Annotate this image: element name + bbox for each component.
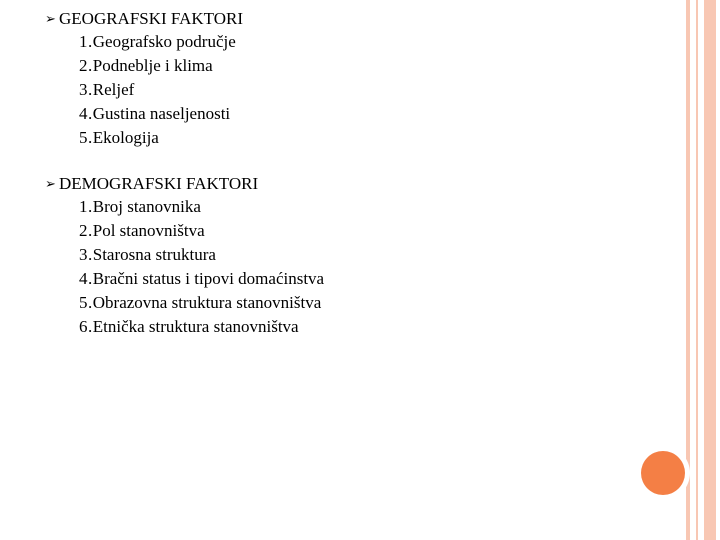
- item-text: Obrazovna struktura stanovništva: [92, 293, 322, 312]
- section-geografski: [45, 7, 665, 150]
- item-number: 4.: [79, 269, 93, 288]
- list-item: [45, 243, 665, 267]
- slide-content: [45, 7, 665, 339]
- list-item: [45, 126, 665, 150]
- list-item: [45, 195, 665, 219]
- item-text: Bračni status i tipovi domaćinstva: [92, 269, 325, 288]
- item-number: 2.: [79, 56, 93, 75]
- item-number: 2.: [79, 221, 93, 240]
- item-text: Starosna struktura: [92, 245, 216, 264]
- decorative-circle-icon: [641, 451, 685, 495]
- item-number: 3.: [79, 80, 93, 99]
- item-text: Pol stanovništva: [92, 221, 205, 240]
- list-item: [45, 219, 665, 243]
- decorative-stripe: [696, 0, 698, 540]
- list-item: [45, 78, 665, 102]
- arrow-bullet-icon: ➢: [45, 176, 56, 191]
- list-item: [45, 54, 665, 78]
- item-text: Geografsko područje: [92, 32, 236, 51]
- item-text: Gustina naseljenosti: [92, 104, 231, 123]
- list-item: [45, 291, 665, 315]
- item-number: 5.: [79, 128, 93, 147]
- section-title: GEOGRAFSKI FAKTORI: [59, 9, 244, 28]
- item-text: Etnička struktura stanovništva: [92, 317, 299, 336]
- section-heading: [45, 7, 665, 30]
- list-item: [45, 30, 665, 54]
- section-demografski: [45, 172, 665, 339]
- item-text: Ekologija: [92, 128, 159, 147]
- item-number: 6.: [79, 317, 93, 336]
- section-title: DEMOGRAFSKI FAKTORI: [59, 174, 259, 193]
- item-number: 4.: [79, 104, 93, 123]
- item-text: Reljef: [92, 80, 135, 99]
- section-heading: [45, 172, 665, 195]
- list-item: [45, 102, 665, 126]
- item-text: Podneblje i klima: [92, 56, 213, 75]
- item-text: Broj stanovnika: [92, 197, 201, 216]
- item-number: 1.: [79, 32, 93, 51]
- item-number: 5.: [79, 293, 93, 312]
- item-number: 3.: [79, 245, 93, 264]
- item-number: 1.: [79, 197, 93, 216]
- decorative-stripe: [704, 0, 716, 540]
- list-item: [45, 315, 665, 339]
- list-item: [45, 267, 665, 291]
- arrow-bullet-icon: ➢: [45, 11, 56, 26]
